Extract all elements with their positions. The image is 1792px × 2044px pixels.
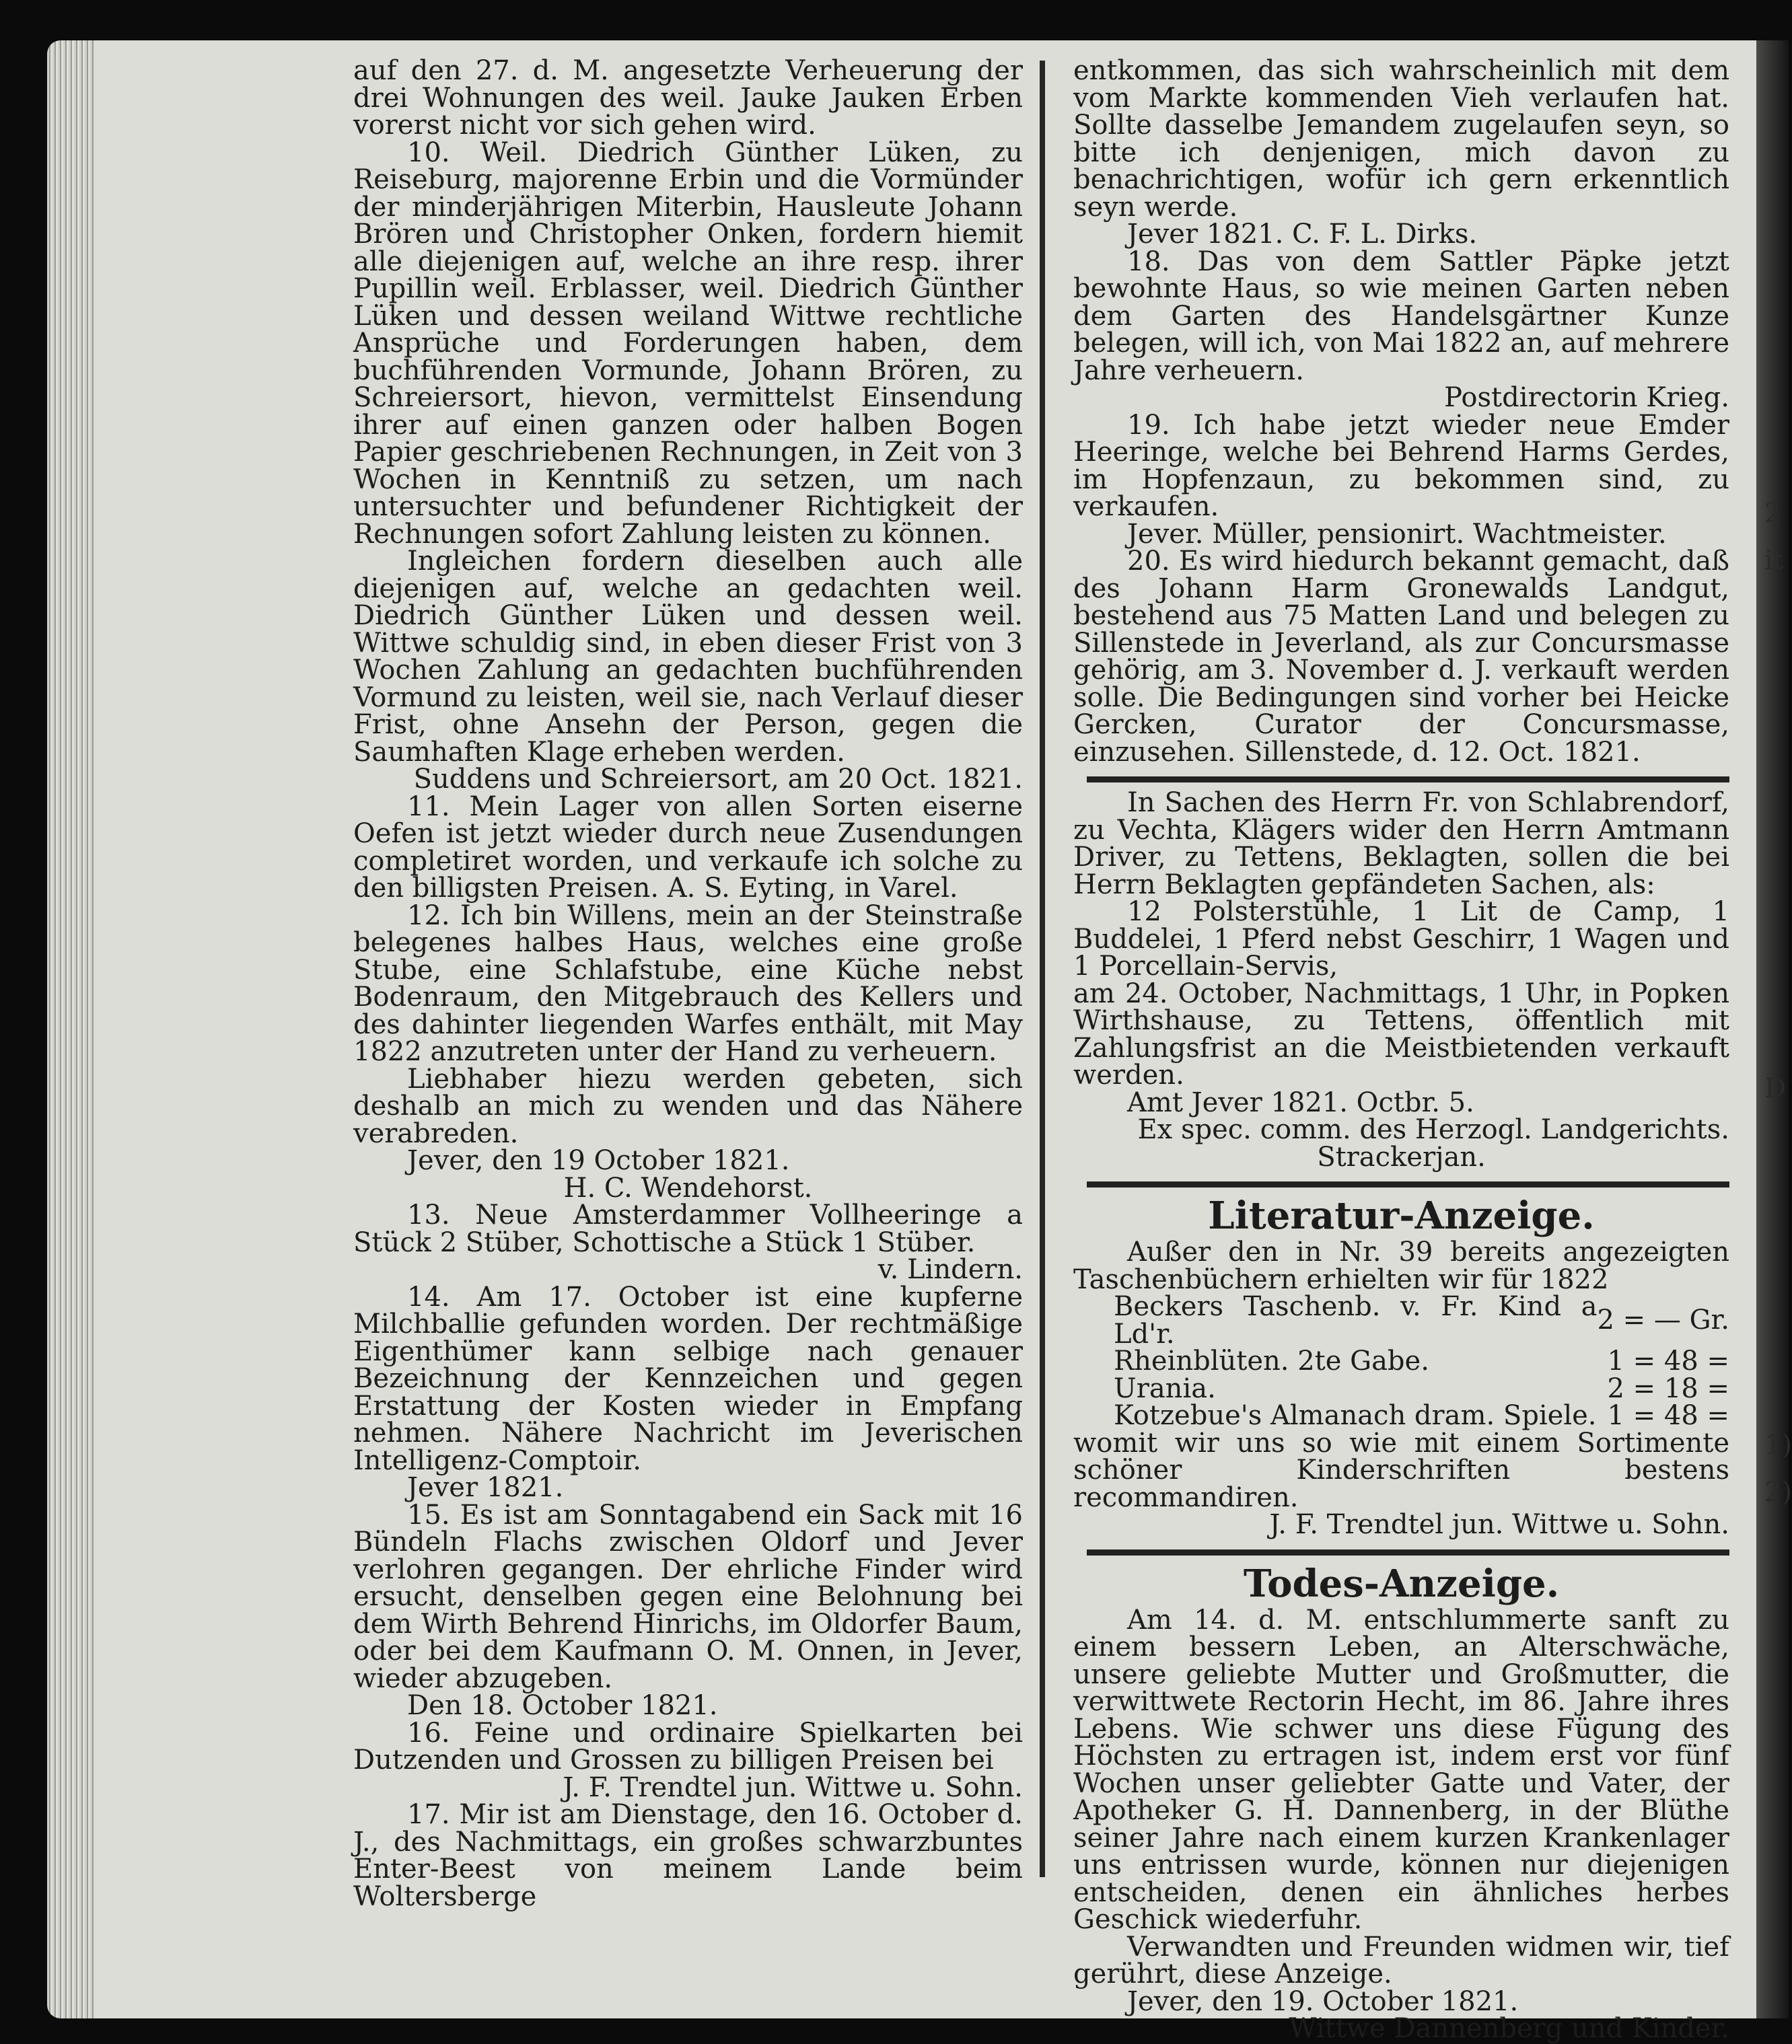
book-page-edges [47, 40, 101, 2018]
adjacent-page-fragment: D [1764, 1073, 1787, 1104]
todes-body: Am 14. d. M. entschlummerte sanft zu einem bessern Leben, an Alterschwäche, unsere geliebte Mutter und Großmutter, die verwittwete Rectorin Hecht, im 86. Jahre ihres Lebens. Wie schwer uns diese Fügung des Höchsten zu ertragen ist, indem erst vor fünf Wochen unser geliebter Gatte und Vater, der Apotheker G. H. Dannenberg, in der Blüthe seiner Jahre nach einem kurzen Krankenlager uns entrissen wurde, können nur diejenigen entscheiden, denen ein ähnliches herbes Geschick wiederfuhr. [1073, 1604, 1729, 1935]
book-row [1073, 1402, 1729, 1430]
auction-authority: Ex spec. comm. des Herzogl. Landgerichts. [1137, 1114, 1729, 1145]
right-column-paragraph: 18. Das von dem Sattler Päpke jetzt bewohnte Haus, so wie meinen Garten neben dem Garten des Handelsgärtner Kunze belegen, will ich, von Mai 1822 an, auf mehrere Jahre verheuern. [1073, 246, 1729, 386]
auction-place: Amt Jever 1821. Octbr. 5. [1127, 1087, 1474, 1118]
left-column-paragraph: v. Lindern. [877, 1254, 1023, 1285]
left-column-paragraph: 12. Ich bin Willens, mein an der Steinstraße belegenes halbes Haus, welches eine große Stube, eine Schlafstube, eine Küche nebst Bodenraum, den Mitgebrauch des Kellers und des dahinter liegenden Warfes enthält, mit May 1822 anzutreten unter der Hand zu verheuern. [353, 900, 1023, 1067]
book-title: Rheinblüten. 2te Gabe. [1114, 1346, 1429, 1377]
adjacent-page-fragment: 1) [1764, 1430, 1792, 1461]
left-column-paragraph: 17. Mir ist am Dienstage, den 16. October d. J., des Nachmittags, ein großes schwarzbuntes Enter-Beest von meinem Lande beim Woltersberge [353, 1799, 1023, 1912]
book-title: Urania. [1114, 1373, 1216, 1404]
left-column-paragraph: 13. Neue Amsterdammer Vollheeringe a Stück 2 Stüber, Schottische a Stück 1 Stüber. [353, 1200, 1023, 1258]
adjacent-page-fragment: 2 [1764, 498, 1782, 529]
left-column-paragraph: 10. Weil. Diedrich Günther Lüken, zu Reiseburg, majorenne Erbin und die Vormünder der minderjährigen Miterbin, Hausleute Johann Brören und Christopher Onken, fordern hiemit alle diejenigen auf, welche an ihre resp. ihrer Pupillin weil. Erblasser, weil. Diedrich Günther Lüken und dessen weiland Wittwe rechtliche Ansprüche und Forderungen haben, dem buchführenden Vormunde, Johann Brören, zu Schreiersort, hievon, vermittelst Einsendung ihrer auf einen ganzen oder halben Bogen Papier geschriebenen Rechnungen, in Zeit von 3 Wochen in Kenntniß zu setzen, um nach untersuchter und befundener Richtigkeit der Rechnungen sofort Zahlung leisten zu können. [353, 137, 1023, 550]
literatur-heading: Literatur-Anzeige. [1208, 1194, 1595, 1238]
left-column-paragraph: Jever, den 19 October 1821. [407, 1145, 790, 1176]
left-column-paragraph: 15. Es ist am Sonntagabend ein Sack mit 16 Bündeln Flachs zwischen Oldorf und Jever verlohren gegangen. Der ehrliche Finder wird ersucht, denselben gegen eine Belohnung bei dem Wirth Behrend Hinrichs, im Oldorfer Baum, oder bei dem Kaufmann O. M. Onnen, in Jever, wieder abzugeben. [353, 1499, 1023, 1694]
adjacent-page-fragment: 2) [1764, 1477, 1792, 1508]
adjacent-page-fragment: it [1764, 545, 1784, 576]
book-price: 2 = 18 = [1607, 1373, 1729, 1404]
book-price: 1 = 48 = [1607, 1346, 1729, 1377]
right-column [1073, 57, 1729, 2043]
book-price: 2 = — Gr. [1597, 1305, 1729, 1336]
right-column-paragraph: Jever. Müller, pensionirt. Wachtmeister. [1127, 518, 1667, 550]
auction-items: 12 Polsterstühle, 1 Lit de Camp, 1 Buddelei, 1 Pferd nebst Geschirr, 1 Wagen und 1 Porcellain-Servis, [1073, 896, 1729, 982]
auction-date: am 24. October, Nachmittags, 1 Uhr, in Popken Wirthshause, zu Tettens, öffentlich mit Zahlungsfrist an die Meistbietenden verkauft werden. [1073, 978, 1729, 1091]
left-column-paragraph: 16. Feine und ordinaire Spielkarten bei Dutzenden und Grossen zu billigen Preisen bei [353, 1717, 1023, 1776]
todes-heading: Todes-Anzeige. [1243, 1561, 1560, 1606]
book-title: Beckers Taschenb. v. Fr. Kind a Ld'r. [1114, 1291, 1598, 1350]
literatur-outro: womit wir uns so wie mit einem Sortimente schöner Kinderschriften bestens recommandiren. [1073, 1427, 1729, 1513]
left-column-paragraph: Liebhaber hiezu werden gebeten, sich deshalb an mich zu wenden und das Nähere verabreden. [353, 1063, 1023, 1149]
right-column-paragraph: Postdirectorin Krieg. [1444, 382, 1729, 413]
book-price-list [1073, 1293, 1729, 1430]
auction-intro: In Sachen des Herrn Fr. von Schlabrendorf, zu Vechta, Klägers wider den Herrn Amtmann Driver, zu Tettens, Beklagten, sollen die bei Herrn Beklagten gepfändeten Sachen, als: [1073, 787, 1729, 900]
literatur-notice [1073, 1194, 1729, 1539]
left-column-paragraph: auf den 27. d. M. angesetzte Verheuerung der drei Wohnungen des weil. Jauke Jauken Erben vorerst nicht vor sich gehen wird. [353, 55, 1023, 141]
book-row [1073, 1348, 1729, 1375]
left-column-paragraph: Jever 1821. [407, 1472, 564, 1503]
left-column-paragraph: Den 18. October 1821. [407, 1690, 718, 1721]
book-row [1073, 1293, 1729, 1348]
left-column-paragraph: H. C. Wendehorst. [563, 1172, 813, 1204]
right-column-announcements [1073, 57, 1729, 766]
right-column-paragraph: 19. Ich habe jetzt wieder neue Emder Heeringe, welche bei Behrend Harms Gerdes, im Hopfenzaun, zu bekommen sind, zu verkaufen. [1073, 409, 1729, 522]
left-column [353, 57, 1023, 1910]
auction-signer: Strackerjan. [1317, 1141, 1486, 1173]
left-column-paragraph: Ingleichen fordern dieselben auch alle diejenigen auf, welche an gedachten weil. Diedrich Günther Lüken und dessen weil. Wittwe schuldig sind, in eben dieser Frist von 3 Wochen Zahlung an gedachten buchführenden Vormund zu leisten, weil sie, nach Verlauf dieser Frist, ohne Ansehn der Person, gegen die Saumhaften Klage erheben werden. [353, 546, 1023, 768]
left-column-paragraph: J. F. Trendtel jun. Wittwe u. Sohn. [563, 1772, 1023, 1803]
book-gutter [1756, 40, 1789, 2018]
section-rule [1087, 1549, 1729, 1556]
section-rule [1087, 1181, 1729, 1188]
right-column-paragraph: 20. Es wird hiedurch bekannt gemacht, daß des Johann Harm Gronewalds Landgut, bestehend aus 75 Matten Land und belegen zu Sillenstede in Jeverland, als zur Concursmasse gehörig, am 3. November d. J. verkauft werden solle. Die Bedingungen sind vorher bei Heicke Gercken, Curator der Concursmasse, einzusehen. Sillenstede, d. 12. Oct. 1821. [1073, 546, 1729, 768]
left-column-paragraph: 11. Mein Lager von allen Sorten eiserne Oefen ist jetzt wieder durch neue Zusendungen completiret worden, und verkaufe ich solche zu den billigsten Preisen. A. S. Eyting, in Varel. [353, 791, 1023, 904]
literatur-signer: J. F. Trendtel jun. Wittwe u. Sohn. [1269, 1509, 1729, 1540]
auction-notice [1073, 789, 1729, 1171]
book-price: 1 = 48 = [1607, 1400, 1729, 1431]
todes-notice [1073, 1562, 1729, 2043]
right-column-paragraph: entkommen, das sich wahrscheinlich mit dem vom Markte kommenden Vieh verlaufen hat. Sollte dasselbe Jemandem zugelaufen seyn, so bitte ich denjenigen, mich davon zu benachrichtigen, wofür ich gern erkenntlich seyn werde. [1073, 55, 1729, 223]
section-rule [1087, 776, 1729, 782]
right-column-paragraph: Jever 1821. C. F. L. Dirks. [1127, 219, 1478, 250]
todes-body-2: Verwandten und Freunden widmen wir, tief gerührt, diese Anzeige. [1073, 1931, 1729, 1990]
book-row [1073, 1375, 1729, 1403]
todes-place: Jever, den 19. October 1821. [1127, 1985, 1519, 2017]
column-divider [1040, 61, 1045, 1877]
left-column-paragraph: Suddens und Schreiersort, am 20 Oct. 1821. [413, 764, 1023, 795]
todes-signer: Wittwe Dannenberg und Kinder. [1289, 2013, 1729, 2044]
book-title: Kotzebue's Almanach dram. Spiele. [1114, 1400, 1597, 1431]
literatur-intro: Außer den in Nr. 39 bereits angezeigten Taschenbüchern erhielten wir für 1822 [1073, 1237, 1729, 1295]
left-column-paragraph: 14. Am 17. October ist eine kupferne Milchballie gefunden worden. Der rechtmäßige Eigenthümer kann selbige nach genauer Bezeichnung der Kennzeichen und gegen Erstattung der Kosten wieder in Empfang nehmen. Nähere Nachricht im Jeverischen Intelligenz-Comptoir. [353, 1281, 1023, 1476]
